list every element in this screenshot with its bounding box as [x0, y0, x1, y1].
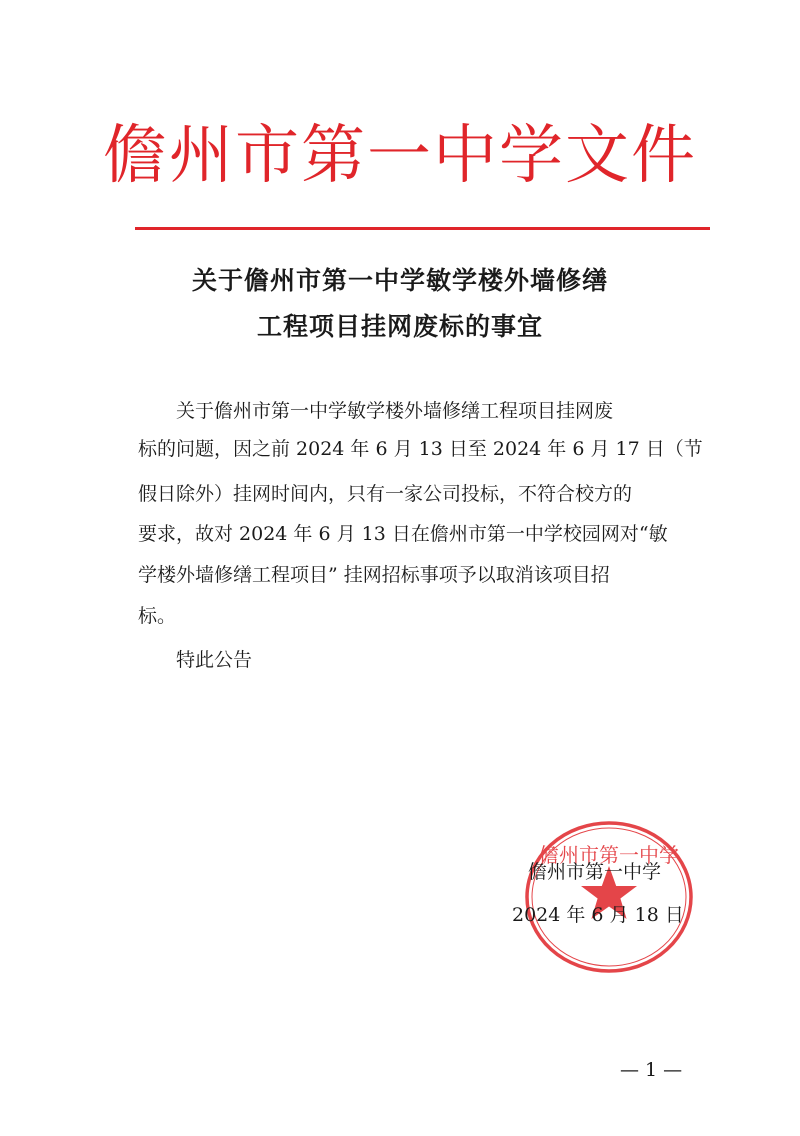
body-paragraph-line-1: 关于儋州市第一中学敏学楼外墙修缮工程项目挂网废 — [176, 400, 614, 422]
document-title-line-2: 工程项目挂网废标的事宜 — [256, 312, 543, 341]
signature-date: 2024 年 6 月 18 日 — [512, 904, 684, 926]
seal-text: 儋州市第一中学 — [539, 843, 679, 867]
document-title-line-1: 关于儋州市第一中学敏学楼外墙修缮 — [191, 266, 608, 295]
official-seal — [520, 818, 698, 976]
closing-text: 特此公告 — [176, 649, 253, 671]
body-paragraph-line-3: 假日除外）挂网时间内，只有一家公司投标，不符合校方的 — [138, 483, 633, 505]
signature-organization: 儋州市第一中学 — [528, 861, 662, 883]
body-paragraph-line-5: 学楼外墙修缮工程项目” 挂网招标事项予以取消该项目招 — [138, 564, 610, 586]
page-number: — 1 — — [620, 1059, 683, 1081]
body-paragraph-line-4: 要求，故对 2024 年 6 月 13 日在儋州市第一中学校园网对“敏 — [138, 523, 668, 545]
masthead-title: 儋州市第一中学文件 — [103, 119, 697, 193]
red-divider — [135, 227, 710, 230]
body-paragraph-line-2: 标的问题，因之前 2024 年 6 月 13 日至 2024 年 6 月 17 日（节 — [138, 438, 703, 460]
body-paragraph-line-6: 标。 — [138, 605, 177, 627]
